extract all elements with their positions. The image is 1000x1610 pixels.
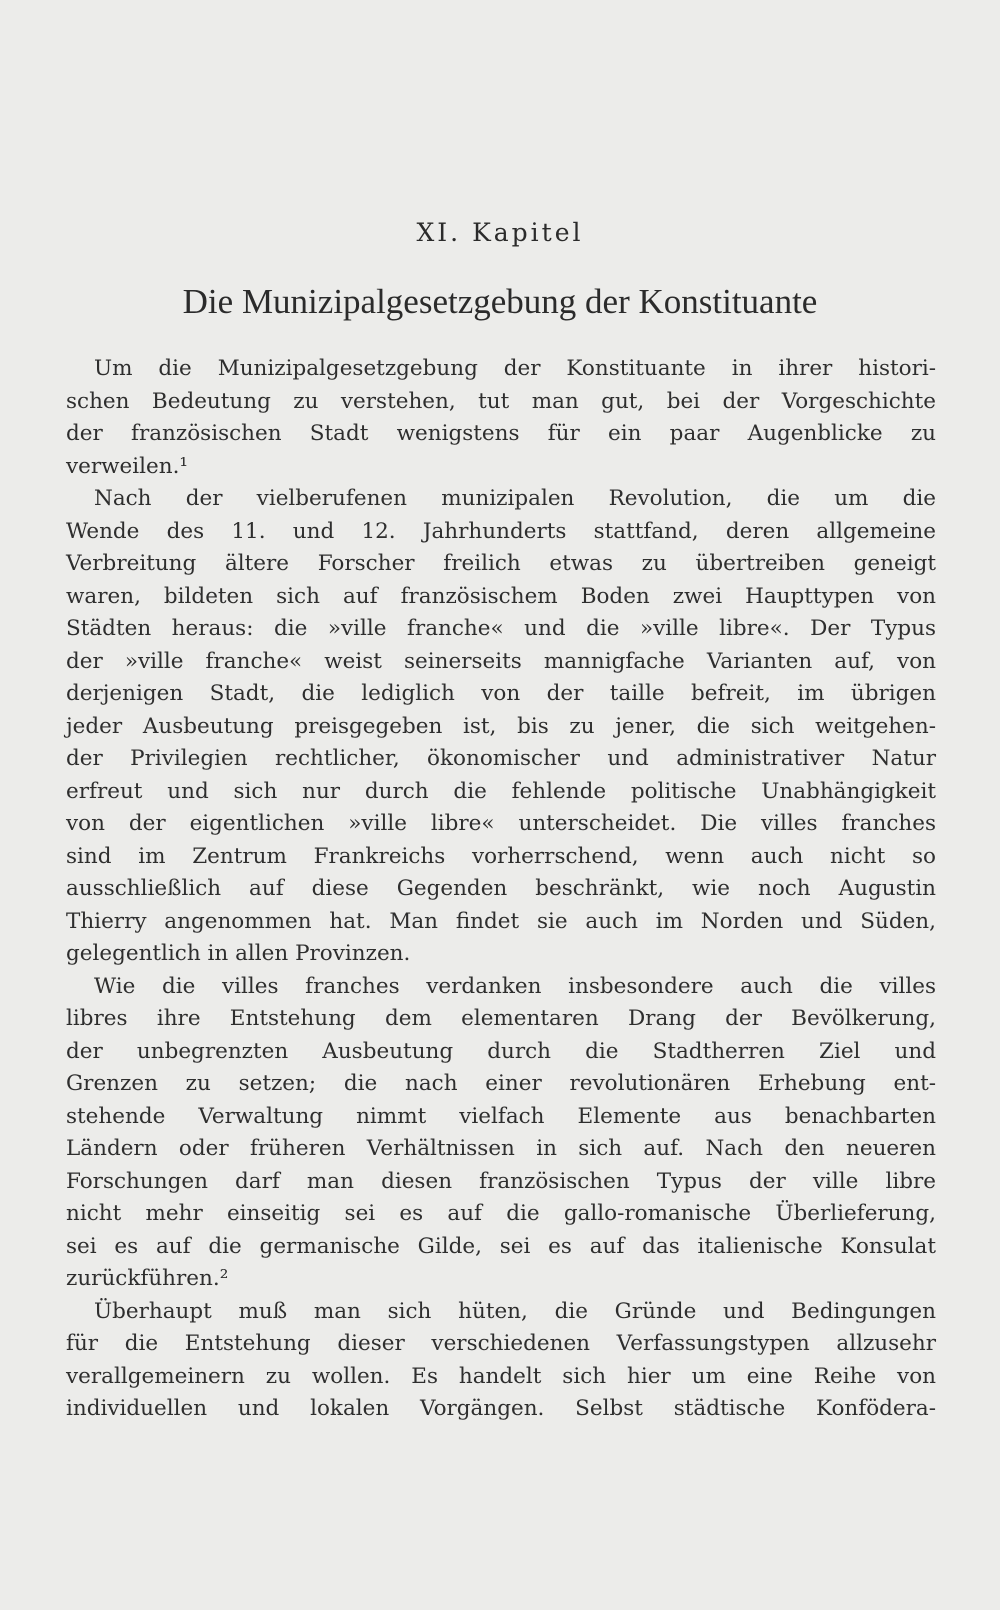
- text-line: Grenzen zu setzen; die nach einer revolutionären Erhebung ent-: [66, 1071, 936, 1096]
- text-line: Thierry angenommen hat. Man findet sie auch im Norden und Süden,: [66, 908, 936, 934]
- chapter-heading: XI. Kapitel: [416, 218, 584, 247]
- text-line: erfreut und sich nur durch die fehlende politische Unabhängigkeit: [66, 778, 936, 804]
- text-line: nicht mehr einseitig sei es auf die gallo-romanische Überlieferung,: [66, 1201, 936, 1226]
- text-line: gelegentlich in allen Provinzen.: [66, 941, 411, 966]
- text-line: der unbegrenzten Ausbeutung durch die Stadtherren Ziel und: [66, 1038, 936, 1064]
- text-line: Verbreitung ältere Forscher freilich etwas zu übertreiben geneigt: [66, 551, 936, 576]
- text-line: individuellen und lokalen Vorgängen. Selbst städtische Konfödera-: [66, 1396, 936, 1421]
- text-line: sind im Zentrum Frankreichs vorherrschend, wenn auch nicht so: [66, 843, 936, 869]
- text-line: der französischen Stadt wenigstens für ein paar Augenblicke zu: [66, 421, 936, 446]
- text-line: ausschließlich auf diese Gegenden beschränkt, wie noch Augustin: [66, 876, 936, 901]
- text-line: Städten heraus: die »ville franche« und die »ville libre«. Der Typus: [66, 616, 936, 641]
- text-line: Um die Munizipalgesetzgebung der Konstituante in ihrer histori-: [94, 356, 936, 381]
- text-line: Wie die villes franches verdanken insbesondere auch die villes: [94, 973, 936, 999]
- text-line: Wende des 11. und 12. Jahrhunderts stattfand, deren allgemeine: [66, 518, 936, 544]
- text-line: schen Bedeutung zu verstehen, tut man gut, bei der Vorgeschichte: [66, 388, 936, 414]
- text-line: der »ville franche« weist seinerseits mannigfache Varianten auf, von: [66, 648, 936, 674]
- text-line: stehende Verwaltung nimmt vielfach Elemente aus benachbarten: [66, 1103, 936, 1129]
- text-line: der Privilegien rechtlicher, ökonomischer und administrativer Natur: [66, 746, 936, 771]
- text-line: für die Entstehung dieser verschiedenen Verfassungstypen allzusehr: [66, 1331, 936, 1356]
- text-line: jeder Ausbeutung preisgegeben ist, bis zu jener, die sich weitgehen-: [66, 713, 936, 739]
- text-line: Nach der vielberufenen munizipalen Revolution, die um die: [94, 486, 936, 511]
- text-line: verallgemeinern zu wollen. Es handelt sich hier um eine Reihe von: [66, 1363, 936, 1389]
- chapter-title: Die Munizipalgesetzgebung der Konstituante: [182, 282, 818, 321]
- text-line: zurückführen.²: [66, 1266, 229, 1291]
- text-line: Überhaupt muß man sich hüten, die Gründe und Bedingungen: [94, 1298, 936, 1324]
- text-line: sei es auf die germanische Gilde, sei es auf das italienische Konsulat: [66, 1233, 936, 1259]
- text-line: von der eigentlichen »ville libre« unterscheidet. Die villes franches: [66, 811, 936, 836]
- text-line: libres ihre Entstehung dem elementaren Drang der Bevölkerung,: [66, 1006, 936, 1031]
- text-line: waren, bildeten sich auf französischem Boden zwei Haupttypen von: [66, 583, 936, 609]
- text-line: Ländern oder früheren Verhältnissen in sich auf. Nach den neueren: [66, 1136, 936, 1161]
- text-line: derjenigen Stadt, die lediglich von der taille befreit, im übrigen: [66, 681, 936, 706]
- body-text: [66, 353, 936, 1426]
- text-line: Forschungen darf man diesen französischen Typus der ville libre: [66, 1168, 936, 1194]
- text-line: verweilen.¹: [66, 453, 189, 479]
